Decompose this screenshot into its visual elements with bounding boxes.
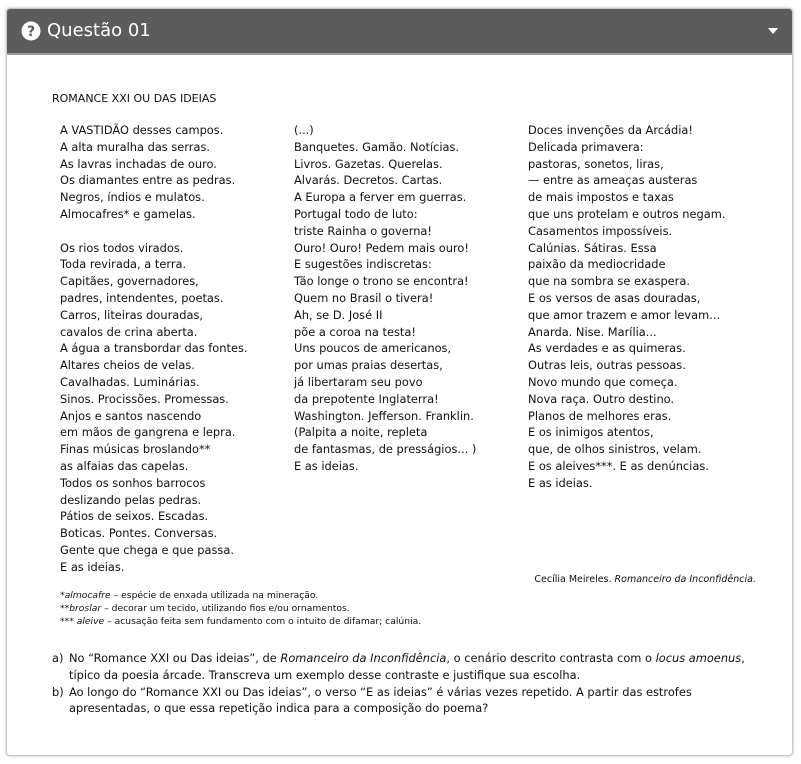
poem-title: ROMANCE XXI OU DAS IDEIAS [52, 92, 217, 105]
poem-line: (...) [294, 123, 314, 137]
poem-line: pastoras, sonetos, liras, [528, 156, 664, 171]
poem-line: Ah, se D. José II [294, 307, 383, 322]
poem-line: Carros, liteiras douradas, [60, 307, 204, 322]
poem-line: que amor trazem e amor levam... [528, 307, 721, 322]
poem-line: Livros. Gazetas. Querelas. [294, 156, 443, 171]
footnote: *** aleive – acusação feita sem fundamento com o intuito de difamar; calúnia. [60, 616, 422, 627]
poem-line: triste Rainha o governa! [294, 223, 432, 238]
poem-line: As lavras inchadas de ouro. [60, 156, 217, 171]
footnote: **broslar – decorar um tecido, utilizando fios e/ou ornamentos. [60, 603, 350, 614]
help-circle-icon [21, 21, 41, 41]
poem-line: que, de olhos sinistros, velam. [528, 442, 702, 457]
poem-line: Portugal todo de luto: [294, 206, 418, 221]
poem-column-2 [294, 122, 476, 475]
poem-line: Nova raça. Outro destino. [528, 391, 675, 406]
poem-line: Cavalhadas. Luminárias. [60, 374, 200, 389]
poem-line: As verdades e as quimeras. [528, 341, 686, 356]
poem-line: Ouro! Ouro! Pedem mais ouro! [294, 240, 469, 255]
poem-line: Capitães, governadores, [60, 274, 199, 289]
poem-line: Gente que chega e que passa. [60, 542, 234, 557]
poem-line: Casamentos impossíveis. [528, 223, 673, 238]
poem-line: por umas praias desertas, [294, 358, 443, 373]
question-body [7, 55, 792, 755]
footnote: *almocafre – espécie de enxada utilizada na mineração. [60, 590, 319, 601]
poem-line: Anjos e santos nascendo [60, 408, 202, 423]
poem-line: Toda revirada, a terra. [60, 257, 187, 272]
poem-line: Os rios todos virados. [60, 240, 184, 255]
poem-line: A Europa a ferver em guerras. [294, 190, 467, 205]
poem-line: — entre as ameaças austeras [528, 173, 698, 188]
poem-line: Washington. Jefferson. Franklin. [294, 408, 474, 423]
poem-line: Boticas. Pontes. Conversas. [60, 526, 218, 541]
poem-line: em mãos de gangrena e lepra. [60, 425, 236, 440]
poem-line: A VASTIDÃO desses campos. [60, 123, 224, 137]
poem-line: E as ideias. [528, 475, 593, 490]
poem-line: de mais impostos e taxas [528, 190, 674, 205]
poem-line: Sinos. Procissões. Promessas. [60, 391, 229, 406]
svg-text:?: ? [26, 24, 36, 40]
poem-line: Doces invenções da Arcádia! [528, 123, 693, 137]
poem-line: deslizando pelas pedras. [60, 492, 202, 507]
poem-line: E sugestões indiscretas: [294, 257, 432, 272]
poem-line: Todos os sonhos barrocos [60, 475, 206, 490]
poem-line: Novo mundo que começa. [528, 374, 678, 389]
poem-line: que na sombra se exaspera. [528, 274, 690, 289]
poem-line: já libertaram seu povo [294, 374, 423, 389]
poem-line: Almocafres* e gamelas. [60, 206, 196, 221]
poem-line: que uns protelam e outros negam. [528, 206, 726, 221]
footnotes [60, 589, 421, 628]
poem-line: A alta muralha das serras. [60, 139, 210, 154]
question-title: Questão 01 [47, 20, 151, 41]
poem-line: Planos de melhores eras. [528, 408, 672, 423]
poem-line: padres, intendentes, poetas. [60, 290, 224, 305]
poem-attribution: Cecília Meireles. Romanceiro da Inconfidência. [534, 574, 756, 585]
poem-line: Finas músicas broslando** [60, 442, 211, 457]
poem-line: Alvarás. Decretos. Cartas. [294, 173, 443, 188]
question-item-a: a) No “Romance XXI ou Das ideias”, de Romanceiro da Inconfidência, o cenário descrito contrasta com o locus amoenus, típico da poesia árcade. Transcreva um exemplo desse contraste e justifique sua escolha. [52, 651, 745, 682]
poem-line: A água a transbordar das fontes. [60, 341, 248, 356]
poem-line: Outras leis, outras pessoas. [528, 358, 686, 373]
poem-line: Quem no Brasil o tivera! [294, 290, 434, 305]
question-header[interactable] [7, 9, 792, 55]
poem-line: Tão longe o trono se encontra! [294, 274, 469, 289]
poem-line: E os versos de asas douradas, [528, 290, 701, 305]
poem-line: Pátios de seixos. Escadas. [60, 509, 209, 524]
question-item-b: b) Ao longo do “Romance XXI ou Das ideias”, o verso “E as ideias” é várias vezes repetido. A partir das estrofes apresentadas, o que essa repetição indica para a composição do poema? [52, 684, 692, 716]
caret-down-icon[interactable] [768, 28, 778, 34]
poem-line: Calúnias. Sátiras. Essa [528, 240, 657, 255]
poem-line: Delicada primavera: [528, 139, 644, 154]
poem-line: E as ideias. [60, 559, 125, 574]
poem-line: Banquetes. Gamão. Notícias. [294, 139, 460, 154]
poem-line: Os diamantes entre as pedras. [60, 173, 236, 188]
poem-line: E as ideias. [294, 458, 359, 473]
poem-line: põe a coroa na testa! [294, 324, 416, 339]
poem-line: cavalos de crina aberta. [60, 324, 198, 339]
question-items [52, 650, 772, 717]
poem-line: de fantasmas, de presságios... ) [294, 442, 477, 457]
poem-line: paixão da mediocridade [528, 257, 666, 272]
poem-line: Altares cheios de velas. [60, 358, 195, 373]
poem-column-3 [528, 122, 725, 492]
poem-column-1 [60, 122, 248, 576]
poem-line: E os inimigos atentos, [528, 425, 654, 440]
poem-line: E os aleives***. E as denúncias. [528, 458, 709, 473]
poem-line: da prepotente Inglaterra! [294, 391, 439, 406]
question-card [6, 8, 793, 756]
poem-line: as alfaias das capelas. [60, 458, 189, 473]
poem-line: Anarda. Nise. Marília... [528, 324, 657, 339]
poem-line: (Palpita a noite, repleta [294, 425, 428, 440]
poem-line: Uns poucos de americanos, [294, 341, 452, 356]
poem-line: Negros, índios e mulatos. [60, 190, 205, 205]
